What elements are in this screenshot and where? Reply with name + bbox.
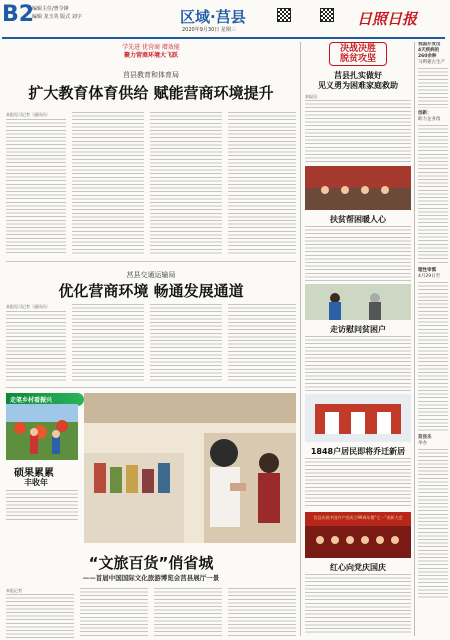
event-banner-photo — [305, 512, 411, 558]
article1-dept: 莒县教育和体育局 — [123, 71, 179, 79]
feature-text-col — [80, 588, 148, 638]
article1-text-col — [228, 112, 296, 255]
section-title: 区域·莒县 — [180, 8, 246, 26]
article1-text-col — [150, 112, 222, 255]
feature-byline: 本报记者 — [6, 588, 22, 593]
date-line: 2020年9月30日 星期三 — [182, 27, 236, 33]
article2-text-col — [150, 304, 222, 383]
right-title-1: 我国开发出 — [418, 42, 441, 47]
rural-subtitle: 丰收年 — [24, 478, 48, 487]
article1-text-col — [6, 119, 66, 255]
rural-caption — [6, 490, 78, 520]
main-column — [6, 42, 296, 640]
feature-text-col — [228, 588, 296, 638]
visit-photo — [305, 284, 411, 320]
story3-title: 走访慰问贫困户 — [330, 325, 386, 334]
right-column — [418, 42, 448, 638]
feature-text-col — [6, 594, 74, 638]
story5-title: 红心向党庆国庆 — [330, 563, 386, 572]
lead-kicker-red: 聚力营商环境大飞跃 — [123, 52, 178, 59]
masthead-rule — [2, 37, 445, 39]
poverty-column — [305, 42, 411, 638]
article1-headline: 扩大教育体育供给 赋能营商环境提升 — [28, 84, 274, 102]
right-title-7: 理性审慎 — [418, 268, 436, 273]
badge-line-2: 脱贫攻坚 — [339, 54, 376, 64]
badge-line-1: 决战决胜 — [339, 44, 376, 54]
column-divider — [414, 42, 415, 636]
masthead — [2, 2, 447, 40]
right-title-3: 260余种 — [418, 54, 437, 59]
ceremony-photo — [305, 166, 411, 210]
event-banner-text: 莒县庆祝中国共产党成立99周年暨“七一”表彰大会 — [313, 515, 403, 520]
editor-line-2: 编辑 龙玉英 版式 刘宇 — [32, 14, 82, 20]
right-title-6: 助力企业改 — [418, 117, 441, 122]
article1-byline: 本报见习记者（通讯员） — [6, 112, 50, 117]
story5-text — [305, 574, 411, 634]
article1-text-col — [72, 112, 144, 255]
poverty-byline: 本报讯 — [305, 94, 317, 99]
right-text — [418, 68, 448, 108]
newspaper-logo: 日照日报 — [357, 10, 418, 28]
lead-kicker: 学先进 优营商 增效能 — [122, 44, 180, 51]
story2-text — [305, 226, 411, 282]
editor-line-1: 编辑主任/曾令锋 — [32, 6, 69, 12]
divider — [6, 387, 296, 388]
poverty-text — [305, 100, 411, 164]
article2-text-col — [228, 304, 296, 383]
feature-subtitle: ——首届中国国际文化旅游博览会莒县展厅一景 — [82, 574, 220, 582]
qr-code-icon — [277, 8, 291, 22]
feature-text-col — [154, 588, 222, 638]
harvest-photo — [6, 404, 78, 460]
article2-text-col — [72, 304, 144, 383]
right-title-2: 4天疾病的 — [418, 48, 440, 53]
right-title-4: 马利蒙古生产 — [418, 60, 445, 65]
page-number: B2 — [2, 2, 35, 27]
article2-headline: 优化营商环境 畅通发展通道 — [58, 282, 244, 300]
column-divider — [300, 42, 301, 636]
poverty-headline-2: 见义勇为困难家庭救助 — [318, 81, 398, 90]
qr-code-icon — [320, 8, 334, 22]
right-text — [418, 449, 448, 599]
rural-banner: 走笔乡村看振兴 — [6, 393, 84, 406]
story4-title: 1848户居民即将乔迁新居 — [310, 447, 406, 456]
poverty-headline: 莒县扎实做好 — [334, 71, 382, 80]
story2-title: 扶贫帮困暖人心 — [330, 215, 386, 224]
right-text — [418, 282, 448, 432]
feature-title: “文旅百货”俏省城 — [88, 554, 214, 572]
rural-title: 硕果累累 — [14, 468, 54, 479]
right-title-9: 莒县乐 — [418, 435, 432, 440]
right-title-10: 举办 — [418, 441, 427, 446]
poverty-badge — [329, 42, 387, 66]
story4-text — [305, 458, 411, 508]
divider — [6, 261, 296, 262]
right-text — [418, 125, 448, 265]
housing-photo — [305, 394, 411, 442]
right-title-8: 4月29日至 — [418, 274, 441, 279]
article2-dept: 莒县交通运输局 — [126, 271, 176, 279]
article2-text-col — [6, 311, 66, 383]
story3-text — [305, 336, 411, 392]
article2-byline: 本报见习记者（通讯员） — [6, 304, 50, 309]
feature-photo — [84, 393, 296, 543]
right-title-5: 创新： — [418, 111, 432, 116]
